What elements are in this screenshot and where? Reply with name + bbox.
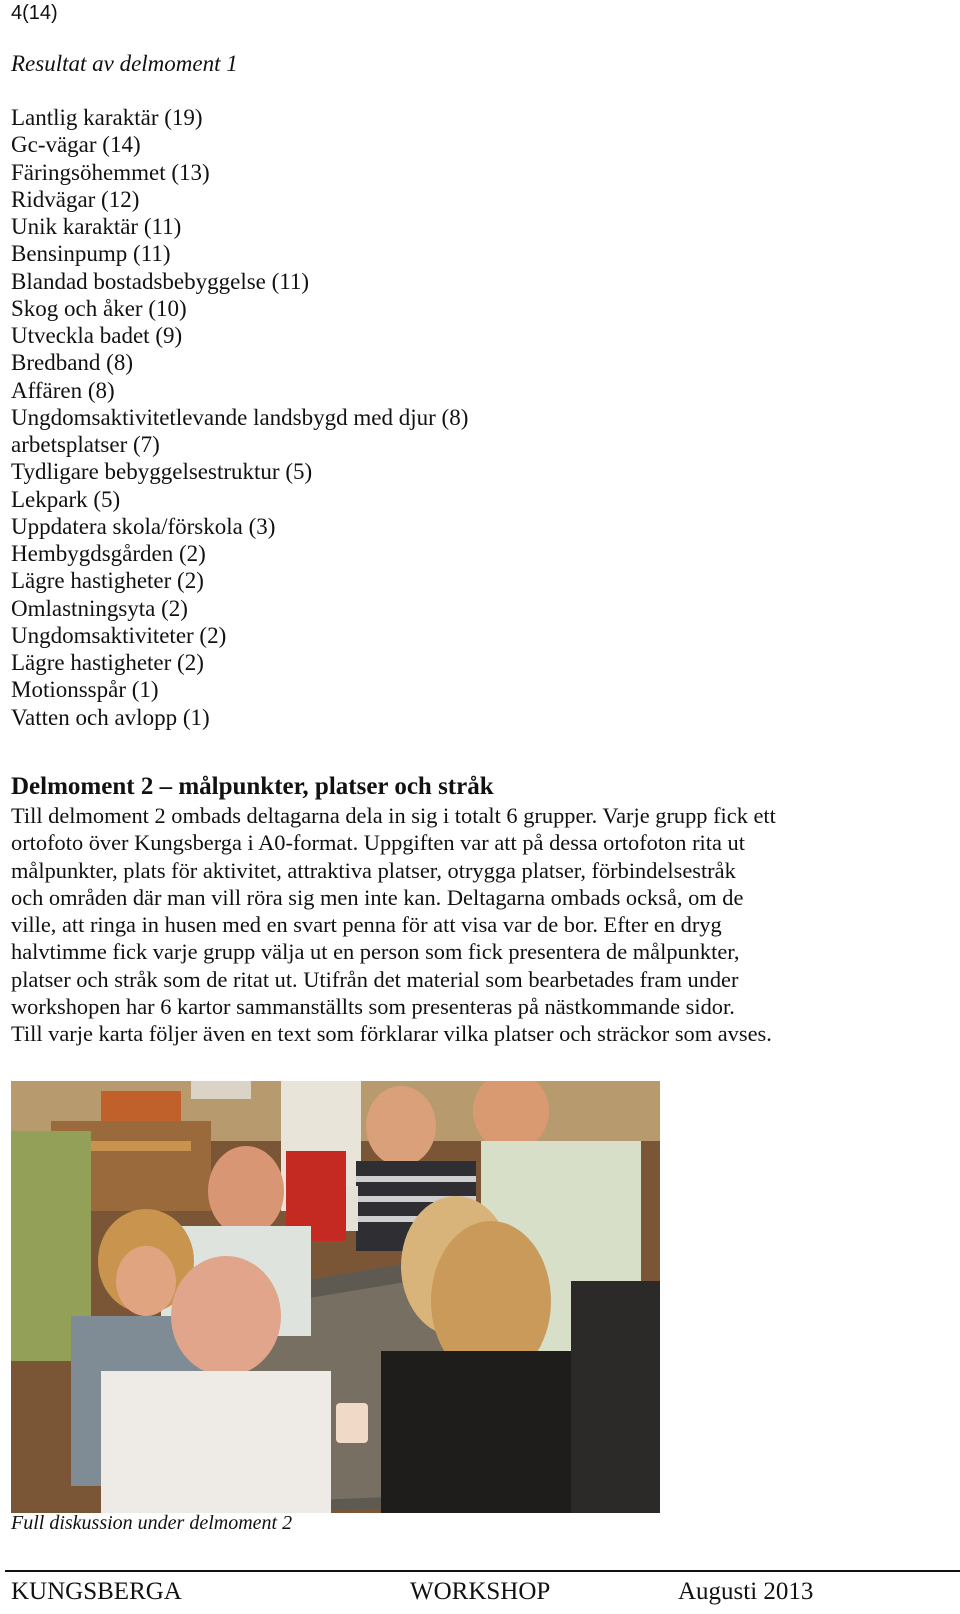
- list-item: Lekpark (5): [11, 486, 121, 512]
- paragraph-line: målpunkter, plats för aktivitet, attraktiva platser, otrygga platser, förbindelsestråk: [11, 857, 736, 883]
- page-number: 4(14): [11, 2, 58, 24]
- list-item: Lantlig karaktär (19): [11, 105, 203, 130]
- paragraph-line: Till delmoment 2 ombads deltagarna dela in sig i totalt 6 grupper. Varje grupp fick ett: [11, 803, 776, 828]
- paragraph-line: Till varje karta följer även en text som förklarar vilka platser och sträckor som avses.: [11, 1021, 772, 1046]
- list-item: Motionsspår (1): [11, 677, 159, 703]
- paragraph-line: ortofoto över Kungsberga i A0-format. Uppgiften var att på dessa ortofoton rita ut: [11, 830, 745, 856]
- paragraph-line: workshopen har 6 kartor sammanställts som presenteras på nästkommande sidor.: [11, 993, 735, 1019]
- list-item: Ungdomsaktiviteter (2): [11, 622, 227, 648]
- footer-center: WORKSHOP: [410, 1578, 551, 1605]
- list-item: Blandad bostadsbebyggelse (11): [11, 268, 310, 294]
- list-item: Gc-vägar (14): [11, 132, 141, 158]
- list-item: arbetsplatser (7): [11, 432, 160, 457]
- paragraph-line: ville, att ringa in husen med en svart penna för att visa var de bor. Efter en dryg: [11, 912, 722, 937]
- delmoment2-heading: Delmoment 2 – målpunkter, platser och stråk: [11, 773, 494, 800]
- list-item: Vatten och avlopp (1): [11, 704, 210, 730]
- list-item: Lägre hastigheter (2): [11, 568, 204, 594]
- results-list: [11, 104, 468, 731]
- list-item: Utveckla badet (9): [11, 323, 183, 348]
- list-item: Bredband (8): [11, 350, 133, 376]
- paragraph-line: platser och stråk som de ritat ut. Utifrån det material som bearbetades fram under: [11, 966, 739, 992]
- list-item: Ridvägar (12): [11, 186, 140, 212]
- section-title: Resultat av delmoment 1: [11, 51, 238, 76]
- list-item: Skog och åker (10): [11, 295, 187, 321]
- list-item: Affären (8): [11, 377, 115, 403]
- paragraph-line: och områden där man vill röra sig men inte kan. Deltagarna ombads också, om de: [11, 884, 744, 910]
- list-item: Unik karaktär (11): [11, 214, 182, 239]
- delmoment2-paragraph: [11, 802, 941, 1047]
- list-item: Omlastningsyta (2): [11, 595, 188, 621]
- list-item: Lägre hastigheter (2): [11, 650, 204, 675]
- footer-divider: [5, 1570, 960, 1572]
- footer-left: KUNGSBERGA: [11, 1578, 182, 1605]
- footer-right: Augusti 2013: [678, 1578, 814, 1605]
- list-item: Färingsöhemmet (13): [11, 159, 210, 185]
- list-item: Uppdatera skola/förskola (3): [11, 513, 276, 539]
- paragraph-line: halvtimme fick varje grupp välja ut en person som fick presentera de målpunkter,: [11, 939, 740, 965]
- list-item: Bensinpump (11): [11, 241, 171, 267]
- photo-caption: Full diskussion under delmoment 2: [11, 1512, 293, 1534]
- workshop-photo: [11, 1081, 660, 1513]
- list-item: Ungdomsaktivitetlevande landsbygd med djur (8): [11, 404, 469, 430]
- list-item: Hembygdsgården (2): [11, 541, 206, 566]
- list-item: Tydligare bebyggelsestruktur (5): [11, 459, 313, 485]
